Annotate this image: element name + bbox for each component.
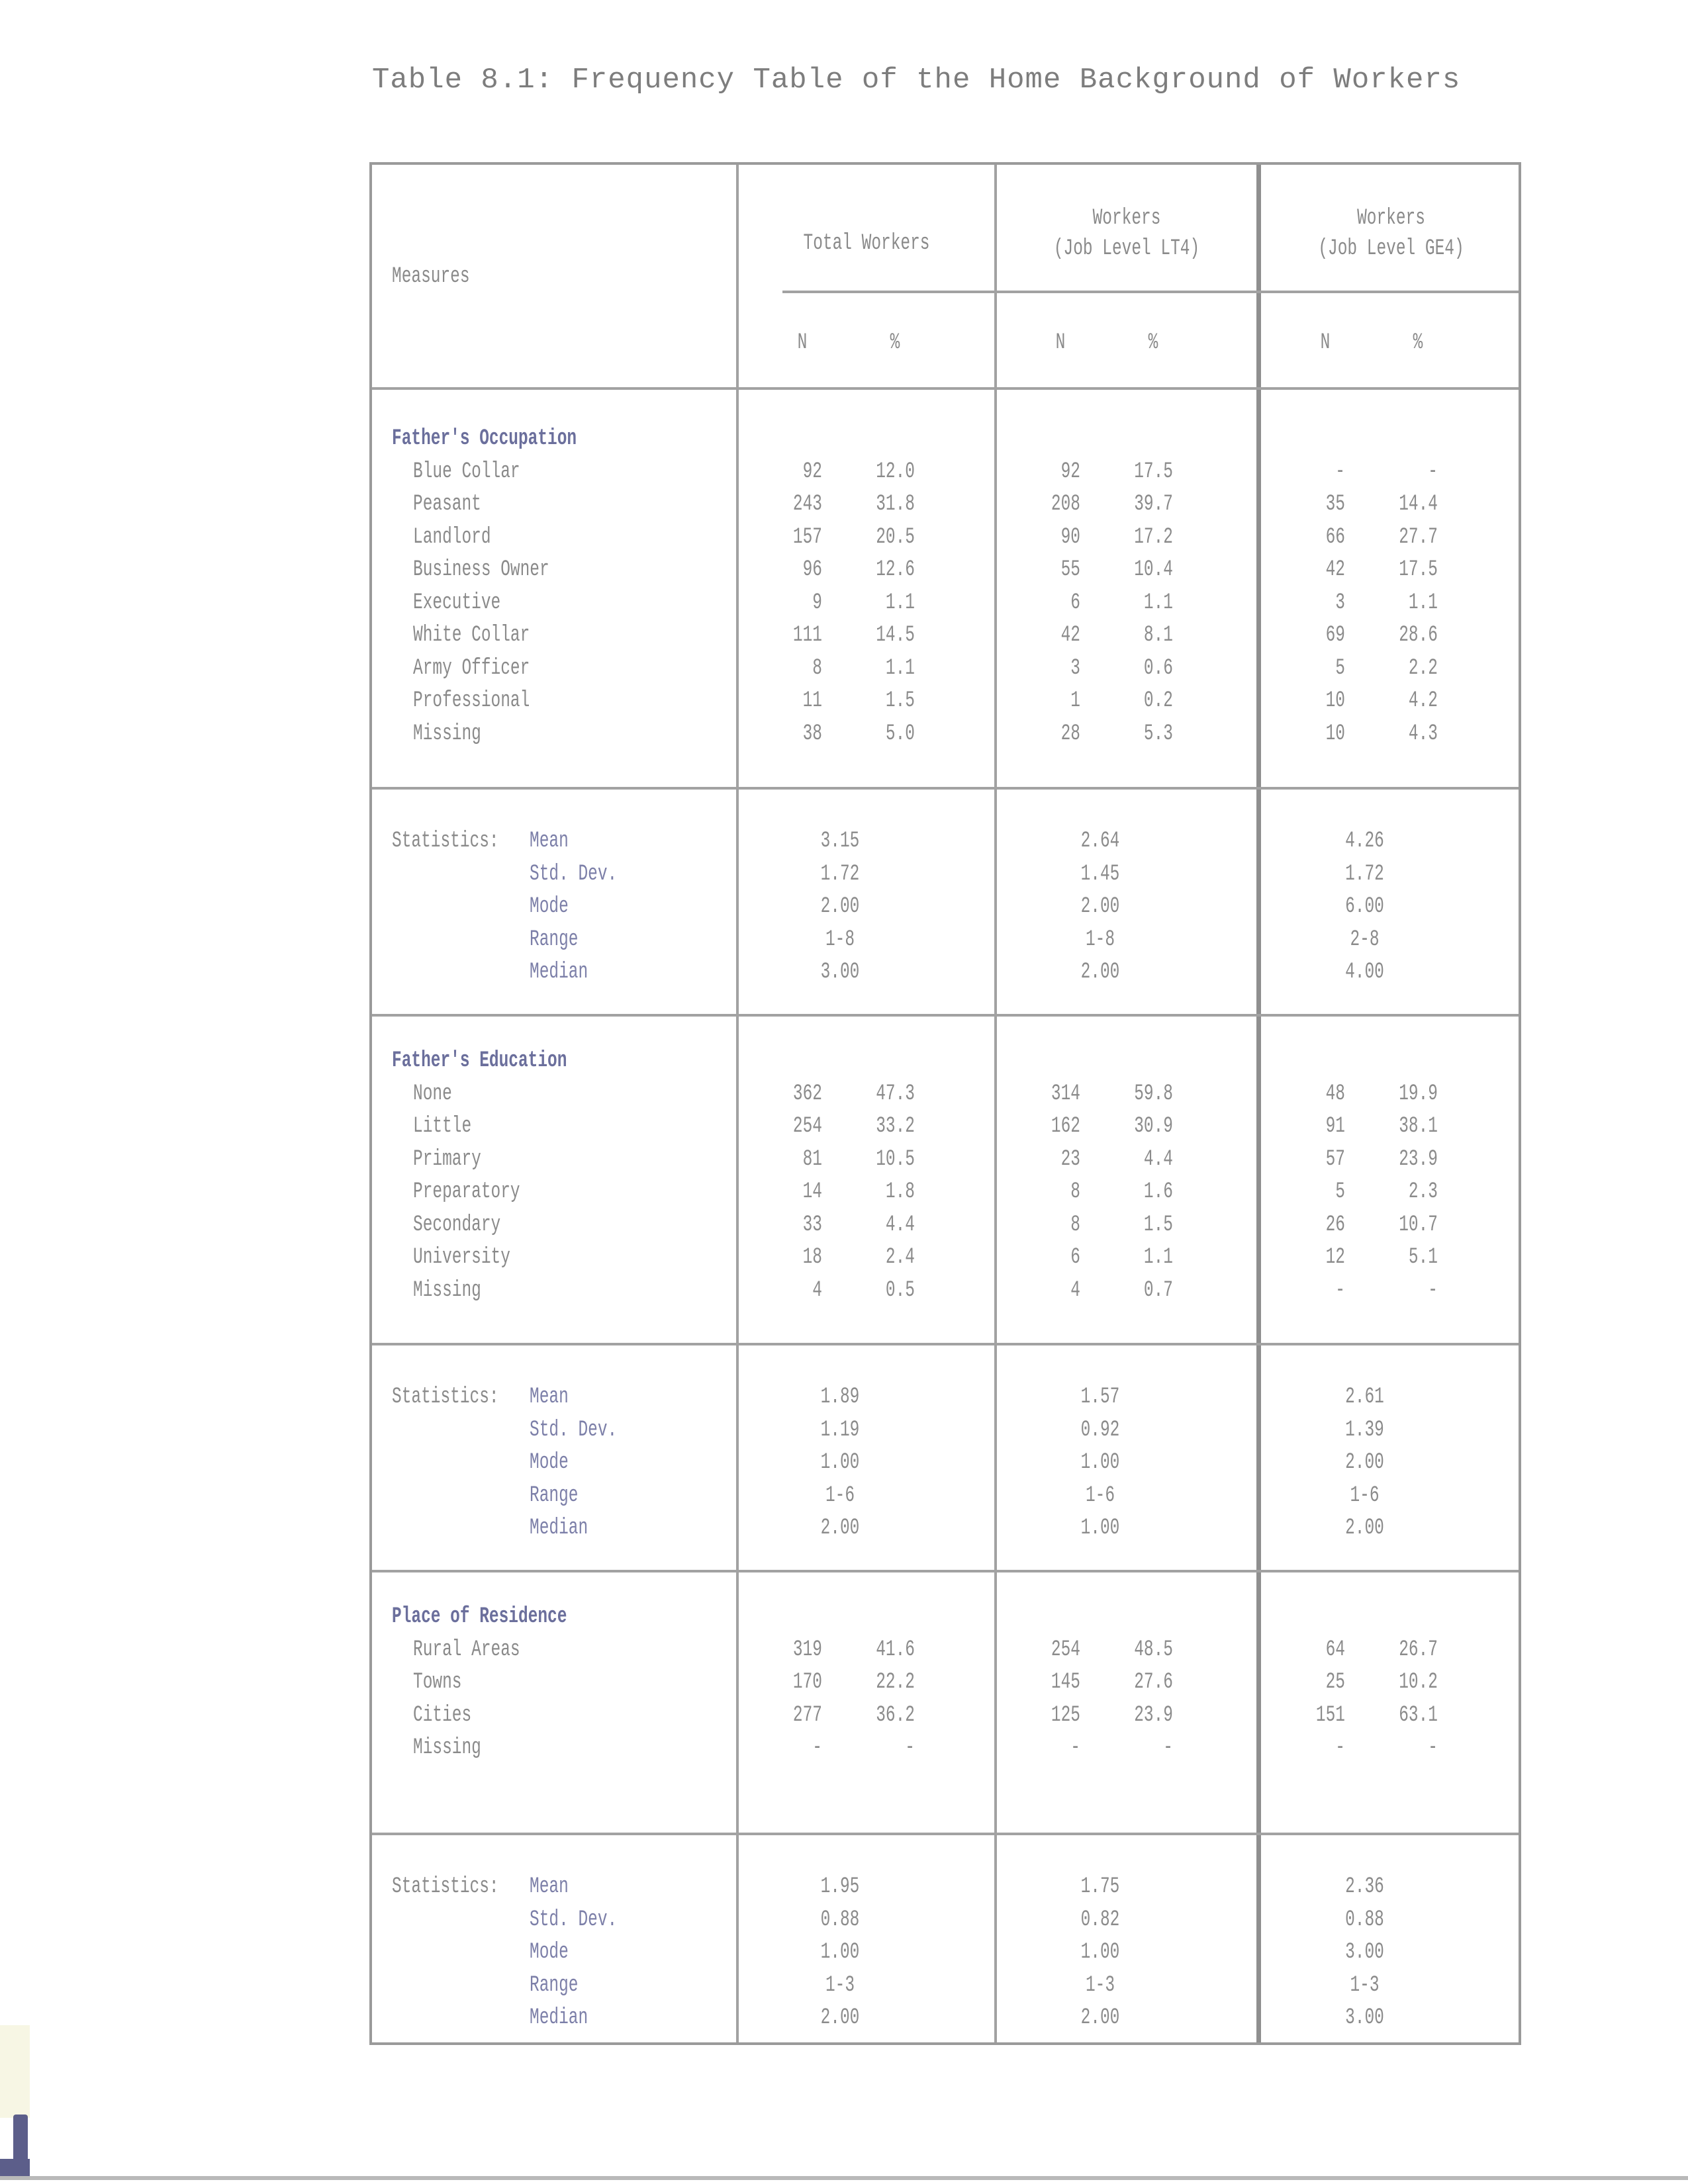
pct-header: % bbox=[1413, 330, 1423, 355]
statistic-value: 1.95 bbox=[820, 1874, 860, 1899]
statistic-label: Mean bbox=[530, 829, 569, 854]
count-cell: - bbox=[1070, 1735, 1080, 1760]
percent-cell: 0.7 bbox=[1143, 1277, 1173, 1303]
statistic-value: 1.75 bbox=[1080, 1874, 1120, 1899]
row-label: Army Officer bbox=[413, 655, 530, 681]
pct-header: % bbox=[1148, 330, 1158, 355]
count-cell: 5 bbox=[1335, 655, 1345, 681]
count-cell: 18 bbox=[802, 1245, 822, 1270]
statistic-value: 1-3 bbox=[825, 1972, 855, 1998]
percent-cell: 10.4 bbox=[1134, 557, 1173, 582]
percent-cell: 41.6 bbox=[876, 1637, 915, 1662]
statistic-value: 1-3 bbox=[1350, 1972, 1380, 1998]
table-title: Table 8.1: Frequency Table of the Home Background of Workers bbox=[372, 64, 1461, 97]
count-cell: 42 bbox=[1325, 557, 1345, 582]
percent-cell: 8.1 bbox=[1143, 623, 1173, 648]
page-edge bbox=[0, 2176, 1688, 2180]
statistic-value: 3.00 bbox=[820, 960, 860, 985]
statistic-label: Mode bbox=[530, 1940, 569, 1965]
count-cell: 81 bbox=[802, 1146, 822, 1172]
statistic-label: Range bbox=[530, 1482, 579, 1508]
statistic-value: 2.61 bbox=[1345, 1385, 1384, 1410]
statistic-value: 4.26 bbox=[1345, 829, 1384, 854]
statistic-value: 2.00 bbox=[820, 1516, 860, 1541]
count-cell: 10 bbox=[1325, 721, 1345, 747]
percent-cell: 0.5 bbox=[885, 1277, 915, 1303]
statistic-label: Median bbox=[530, 2005, 588, 2030]
percent-cell: 1.1 bbox=[885, 655, 915, 681]
n-header: N bbox=[1320, 330, 1331, 355]
statistic-value: 3.00 bbox=[1345, 2005, 1384, 2030]
count-cell: 157 bbox=[792, 524, 822, 550]
count-cell: 125 bbox=[1051, 1702, 1080, 1728]
row-label: White Collar bbox=[413, 623, 530, 648]
row-label: Preparatory bbox=[413, 1179, 520, 1205]
group-header-sublabel: (Job Level LT4) bbox=[1053, 236, 1200, 261]
percent-cell: 0.2 bbox=[1143, 688, 1173, 713]
statistic-label: Mode bbox=[530, 1450, 569, 1475]
statistic-value: 1.72 bbox=[820, 861, 860, 887]
count-cell: 277 bbox=[792, 1702, 822, 1728]
row-label: None bbox=[413, 1081, 452, 1107]
percent-cell: 2.3 bbox=[1408, 1179, 1438, 1205]
statistic-label: Mode bbox=[530, 894, 569, 919]
statistic-value: 1.57 bbox=[1080, 1385, 1120, 1410]
count-cell: 90 bbox=[1060, 524, 1080, 550]
statistic-value: 2.36 bbox=[1345, 1874, 1384, 1899]
count-cell: 314 bbox=[1051, 1081, 1080, 1107]
percent-cell: 5.0 bbox=[885, 721, 915, 747]
statistic-value: 1.00 bbox=[820, 1940, 860, 1965]
count-cell: 254 bbox=[1051, 1637, 1080, 1662]
row-label: Peasant bbox=[413, 492, 481, 517]
statistic-value: 1.45 bbox=[1080, 861, 1120, 887]
n-header: N bbox=[797, 330, 808, 355]
statistic-label: Range bbox=[530, 927, 579, 952]
statistic-value: 0.88 bbox=[820, 1907, 860, 1933]
count-cell: 14 bbox=[802, 1179, 822, 1205]
count-cell: 35 bbox=[1325, 492, 1345, 517]
statistics-prefix: Statistics: bbox=[392, 1874, 499, 1899]
statistic-value: 1-6 bbox=[825, 1482, 855, 1508]
statistic-value: 4.00 bbox=[1345, 960, 1384, 985]
scan-artifact bbox=[0, 2159, 30, 2176]
count-cell: 38 bbox=[802, 721, 822, 747]
count-cell: 8 bbox=[812, 655, 822, 681]
count-cell: 1 bbox=[1070, 688, 1080, 713]
percent-cell: - bbox=[1163, 1735, 1173, 1760]
percent-cell: 4.4 bbox=[885, 1212, 915, 1238]
percent-cell: 10.7 bbox=[1399, 1212, 1438, 1238]
statistic-value: 2.00 bbox=[820, 894, 860, 919]
count-cell: 69 bbox=[1325, 623, 1345, 648]
row-label: Primary bbox=[413, 1146, 481, 1172]
section-title: Place of Residence bbox=[392, 1604, 567, 1629]
count-cell: 8 bbox=[1070, 1212, 1080, 1238]
header-bottom-rule bbox=[372, 387, 1519, 390]
row-label: Missing bbox=[413, 1277, 481, 1303]
percent-cell: 27.6 bbox=[1134, 1670, 1173, 1695]
statistic-value: 1.00 bbox=[1080, 1450, 1120, 1475]
scan-stain bbox=[0, 2025, 30, 2118]
percent-cell: 4.2 bbox=[1408, 688, 1438, 713]
percent-cell: 14.4 bbox=[1399, 492, 1438, 517]
percent-cell: 47.3 bbox=[876, 1081, 915, 1107]
count-cell: 319 bbox=[792, 1637, 822, 1662]
statistics-prefix: Statistics: bbox=[392, 1385, 499, 1410]
percent-cell: 12.6 bbox=[876, 557, 915, 582]
row-label: Business Owner bbox=[413, 557, 549, 582]
percent-cell: 23.9 bbox=[1134, 1702, 1173, 1728]
percent-cell: 23.9 bbox=[1399, 1146, 1438, 1172]
statistic-label: Std. Dev. bbox=[530, 1907, 618, 1933]
count-cell: 23 bbox=[1060, 1146, 1080, 1172]
statistic-value: 2.00 bbox=[1080, 2005, 1120, 2030]
count-cell: 3 bbox=[1335, 590, 1345, 615]
section-divider bbox=[372, 1833, 1519, 1835]
percent-cell: - bbox=[905, 1735, 915, 1760]
percent-cell: 33.2 bbox=[876, 1114, 915, 1139]
row-label: Landlord bbox=[413, 524, 491, 550]
percent-cell: 30.9 bbox=[1134, 1114, 1173, 1139]
section-title: Father's Occupation bbox=[392, 426, 577, 451]
percent-cell: 59.8 bbox=[1134, 1081, 1173, 1107]
statistic-value: 3.00 bbox=[1345, 1940, 1384, 1965]
percent-cell: 1.1 bbox=[1143, 590, 1173, 615]
group-header-ge4 bbox=[1297, 203, 1485, 264]
statistic-label: Mean bbox=[530, 1385, 569, 1410]
percent-cell: 4.3 bbox=[1408, 721, 1438, 747]
statistic-value: 2.00 bbox=[1345, 1450, 1384, 1475]
statistic-value: 0.82 bbox=[1080, 1907, 1120, 1933]
count-cell: 66 bbox=[1325, 524, 1345, 550]
count-cell: 111 bbox=[792, 623, 822, 648]
count-cell: 92 bbox=[802, 459, 822, 484]
percent-cell: 27.7 bbox=[1399, 524, 1438, 550]
count-cell: 25 bbox=[1325, 1670, 1345, 1695]
percent-cell: 10.5 bbox=[876, 1146, 915, 1172]
count-cell: 3 bbox=[1070, 655, 1080, 681]
percent-cell: 28.6 bbox=[1399, 623, 1438, 648]
percent-cell: 19.9 bbox=[1399, 1081, 1438, 1107]
group-header-total bbox=[774, 231, 959, 256]
count-cell: 6 bbox=[1070, 590, 1080, 615]
row-label: Missing bbox=[413, 1735, 481, 1760]
count-cell: 170 bbox=[792, 1670, 822, 1695]
statistic-value: 1.39 bbox=[1345, 1417, 1384, 1443]
count-cell: - bbox=[1335, 1735, 1345, 1760]
count-cell: - bbox=[1335, 459, 1345, 484]
statistic-value: 2.64 bbox=[1080, 829, 1120, 854]
row-label: Towns bbox=[413, 1670, 462, 1695]
row-label: Secondary bbox=[413, 1212, 501, 1238]
statistic-value: 1-6 bbox=[1085, 1482, 1115, 1508]
statistic-label: Std. Dev. bbox=[530, 1417, 618, 1443]
percent-cell: 31.8 bbox=[876, 492, 915, 517]
percent-cell: 17.5 bbox=[1134, 459, 1173, 484]
section-divider bbox=[372, 1343, 1519, 1345]
percent-cell: 14.5 bbox=[876, 623, 915, 648]
group-header-lt4 bbox=[1033, 203, 1220, 264]
count-cell: 33 bbox=[802, 1212, 822, 1238]
count-cell: 48 bbox=[1325, 1081, 1345, 1107]
statistic-label: Mean bbox=[530, 1874, 569, 1899]
count-cell: 26 bbox=[1325, 1212, 1345, 1238]
statistic-value: 2.00 bbox=[1080, 894, 1120, 919]
section-divider bbox=[372, 1014, 1519, 1017]
percent-cell: - bbox=[1428, 1735, 1438, 1760]
count-cell: 162 bbox=[1051, 1114, 1080, 1139]
count-cell: 28 bbox=[1060, 721, 1080, 747]
percent-cell: 22.2 bbox=[876, 1670, 915, 1695]
percent-cell: 1.1 bbox=[1408, 590, 1438, 615]
count-cell: - bbox=[1335, 1277, 1345, 1303]
count-cell: 42 bbox=[1060, 623, 1080, 648]
section-divider bbox=[372, 1570, 1519, 1572]
statistic-value: 1.72 bbox=[1345, 861, 1384, 887]
statistic-value: 2.00 bbox=[1345, 1516, 1384, 1541]
statistic-value: 6.00 bbox=[1345, 894, 1384, 919]
percent-cell: 1.6 bbox=[1143, 1179, 1173, 1205]
count-cell: 5 bbox=[1335, 1179, 1345, 1205]
count-cell: 57 bbox=[1325, 1146, 1345, 1172]
count-cell: 8 bbox=[1070, 1179, 1080, 1205]
statistic-label: Std. Dev. bbox=[530, 861, 618, 887]
percent-cell: 5.1 bbox=[1408, 1245, 1438, 1270]
header-subdivider bbox=[782, 291, 1519, 293]
row-label: Missing bbox=[413, 721, 481, 747]
percent-cell: 2.4 bbox=[885, 1245, 915, 1270]
statistic-label: Median bbox=[530, 1516, 588, 1541]
count-cell: 4 bbox=[812, 1277, 822, 1303]
count-cell: 91 bbox=[1325, 1114, 1345, 1139]
percent-cell: 63.1 bbox=[1399, 1702, 1438, 1728]
percent-cell: - bbox=[1428, 459, 1438, 484]
percent-cell: 39.7 bbox=[1134, 492, 1173, 517]
statistic-value: 1.00 bbox=[1080, 1516, 1120, 1541]
count-cell: 12 bbox=[1325, 1245, 1345, 1270]
percent-cell: 17.2 bbox=[1134, 524, 1173, 550]
percent-cell: 36.2 bbox=[876, 1702, 915, 1728]
count-cell: 4 bbox=[1070, 1277, 1080, 1303]
group-header-label: Total Workers bbox=[803, 231, 930, 256]
frequency-table bbox=[369, 162, 1521, 2045]
statistics-prefix: Statistics: bbox=[392, 829, 499, 854]
percent-cell: 1.8 bbox=[885, 1179, 915, 1205]
n-header: N bbox=[1055, 330, 1066, 355]
row-label: Cities bbox=[413, 1702, 472, 1728]
statistic-value: 1.19 bbox=[820, 1417, 860, 1443]
count-cell: 151 bbox=[1315, 1702, 1345, 1728]
row-label: University bbox=[413, 1245, 510, 1270]
percent-cell: 5.3 bbox=[1143, 721, 1173, 747]
percent-cell: 1.5 bbox=[1143, 1212, 1173, 1238]
row-label: Professional bbox=[413, 688, 530, 713]
count-cell: - bbox=[812, 1735, 822, 1760]
statistic-value: 2.00 bbox=[1080, 960, 1120, 985]
percent-cell: 10.2 bbox=[1399, 1670, 1438, 1695]
scan-artifact bbox=[13, 2115, 28, 2164]
statistic-value: 1-3 bbox=[1085, 1972, 1115, 1998]
count-cell: 6 bbox=[1070, 1245, 1080, 1270]
percent-cell: 1.1 bbox=[1143, 1245, 1173, 1270]
row-label: Executive bbox=[413, 590, 501, 615]
statistic-value: 3.15 bbox=[820, 829, 860, 854]
percent-cell: 12.0 bbox=[876, 459, 915, 484]
percent-cell: 1.1 bbox=[885, 590, 915, 615]
count-cell: 10 bbox=[1325, 688, 1345, 713]
count-cell: 9 bbox=[812, 590, 822, 615]
percent-cell: 0.6 bbox=[1143, 655, 1173, 681]
group-header-label: Workers bbox=[1357, 206, 1425, 231]
statistic-value: 1.00 bbox=[1080, 1940, 1120, 1965]
measures-header: Measures bbox=[392, 264, 470, 289]
section-title: Father's Education bbox=[392, 1048, 567, 1073]
statistic-label: Median bbox=[530, 960, 588, 985]
statistic-value: 2-8 bbox=[1350, 927, 1380, 952]
count-cell: 64 bbox=[1325, 1637, 1345, 1662]
count-cell: 243 bbox=[792, 492, 822, 517]
section-divider bbox=[372, 787, 1519, 790]
group-header-label: Workers bbox=[1092, 206, 1161, 231]
percent-cell: 38.1 bbox=[1399, 1114, 1438, 1139]
percent-cell: 20.5 bbox=[876, 524, 915, 550]
row-label: Rural Areas bbox=[413, 1637, 520, 1662]
count-cell: 208 bbox=[1051, 492, 1080, 517]
count-cell: 92 bbox=[1060, 459, 1080, 484]
statistic-value: 1-8 bbox=[825, 927, 855, 952]
statistic-value: 1.89 bbox=[820, 1385, 860, 1410]
count-cell: 145 bbox=[1051, 1670, 1080, 1695]
percent-cell: 1.5 bbox=[885, 688, 915, 713]
statistic-value: 1.00 bbox=[820, 1450, 860, 1475]
statistic-value: 1-6 bbox=[1350, 1482, 1380, 1508]
statistic-label: Range bbox=[530, 1972, 579, 1998]
percent-cell: 17.5 bbox=[1399, 557, 1438, 582]
statistic-value: 0.88 bbox=[1345, 1907, 1384, 1933]
percent-cell: 4.4 bbox=[1143, 1146, 1173, 1172]
count-cell: 55 bbox=[1060, 557, 1080, 582]
percent-cell: 48.5 bbox=[1134, 1637, 1173, 1662]
percent-cell: 26.7 bbox=[1399, 1637, 1438, 1662]
statistic-value: 0.92 bbox=[1080, 1417, 1120, 1443]
percent-cell: - bbox=[1428, 1277, 1438, 1303]
count-cell: 362 bbox=[792, 1081, 822, 1107]
row-label: Little bbox=[413, 1114, 472, 1139]
group-header-sublabel: (Job Level GE4) bbox=[1318, 236, 1464, 261]
row-label: Blue Collar bbox=[413, 459, 520, 484]
percent-cell: 2.2 bbox=[1408, 655, 1438, 681]
count-cell: 96 bbox=[802, 557, 822, 582]
pct-header: % bbox=[890, 330, 900, 355]
statistic-value: 1-8 bbox=[1085, 927, 1115, 952]
count-cell: 11 bbox=[802, 688, 822, 713]
statistic-value: 2.00 bbox=[820, 2005, 860, 2030]
count-cell: 254 bbox=[792, 1114, 822, 1139]
